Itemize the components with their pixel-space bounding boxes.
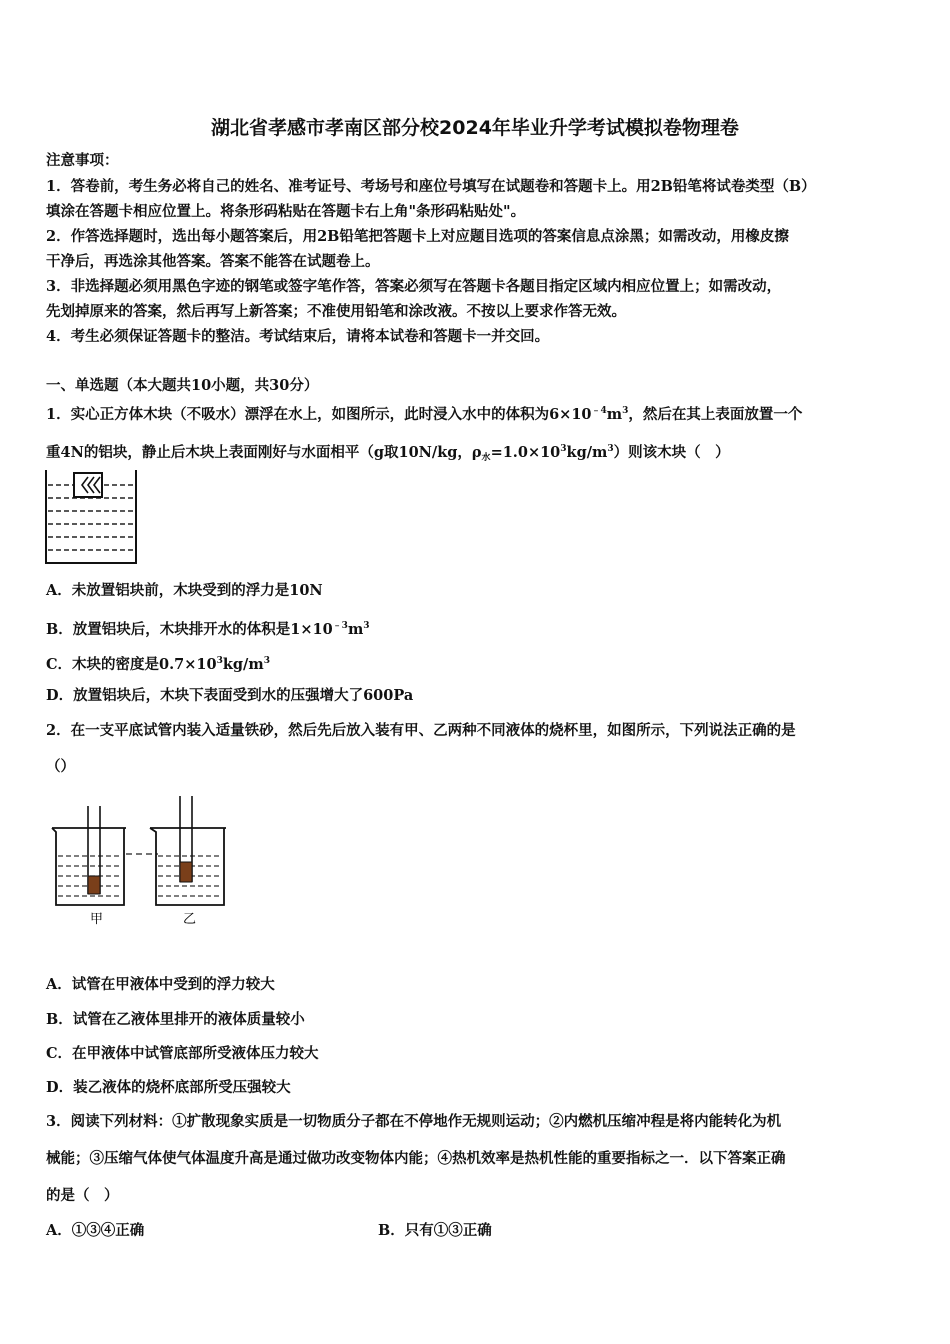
q3-stem-line1: 3．阅读下列材料：①扩散现象实质是一切物质分子都在不停地作无规则运动；②内燃机压缩冲程是将内能转化为机 bbox=[46, 1113, 782, 1130]
q3-option-a: A．①③④正确 bbox=[46, 1222, 145, 1239]
q3-stem-line3: 的是（ ） bbox=[46, 1187, 119, 1204]
test-tube-jia bbox=[88, 806, 100, 894]
wood-block bbox=[74, 473, 102, 497]
q1-stem-line1: 1．实心正方体木块（不吸水）漂浮在水上，如图所示，此时浸入水中的体积为$6\times 10^{﹣4}m^3$，然后在其上表面放置一个 bbox=[46, 406, 803, 423]
notice-line: 干净后，再选涂其他答案。答案不能答在试题卷上。 bbox=[46, 253, 380, 270]
q3-stem-line2: 械能；③压缩气体使气体温度升高是通过做功改变物体内能；④热机效率是热机性能的重要指标之一．以下答案正确 bbox=[46, 1150, 786, 1167]
q2-stem-line1: 2．在一支平底试管内装入适量铁砂，然后先后放入装有甲、乙两种不同液体的烧杯里，如图所示，下列说法正确的是 bbox=[46, 722, 796, 739]
q2-stem-line2: （） bbox=[46, 758, 75, 775]
q1-option-d: D．放置铝块后，木块下表面受到水的压强增大了600Pa bbox=[46, 687, 414, 704]
q2-option-b: B．试管在乙液体里排开的液体质量较小 bbox=[46, 1011, 305, 1028]
notice-line: 填涂在答题卡相应位置上。将条形码粘贴在答题卡右上角"条形码粘贴处"。 bbox=[46, 203, 526, 220]
notice-line: 1．答卷前，考生务必将自己的姓名、准考证号、考场号和座位号填写在试题卷和答题卡上。用2B铅笔将试卷类型（B） bbox=[46, 178, 816, 195]
page-title: 湖北省孝感市孝南区部分校2024年毕业升学考试模拟卷物理卷 bbox=[211, 117, 739, 139]
notice-line: 4．考生必须保证答题卡的整洁。考试结束后，请将本试卷和答题卡一并交回。 bbox=[46, 328, 550, 345]
q1-option-a: A．未放置铝块前，木块受到的浮力是10N bbox=[46, 582, 323, 599]
q2-figure bbox=[46, 792, 236, 930]
notice-line: 先划掉原来的答案，然后再写上新答案；不准使用铅笔和涂改液。不按以上要求作答无效。 bbox=[46, 303, 626, 320]
label-yi: 乙 bbox=[183, 912, 197, 927]
q1-option-b: B．放置铝块后，木块排开水的体积是$1\times 10^{﹣3}m^3$ bbox=[46, 621, 370, 638]
test-tube-yi bbox=[180, 796, 192, 882]
q3-option-b: B．只有①③正确 bbox=[378, 1222, 492, 1239]
notice-line: 2．作答选择题时，选出每小题答案后，用2B铅笔把答题卡上对应题目选项的答案信息点涂黑；如需改动，用橡皮擦 bbox=[46, 228, 789, 245]
q1-option-c: C．木块的密度是$0.7\times 10^3kg/m^3$ bbox=[46, 656, 270, 673]
notice-line: 3．非选择题必须用黑色字迹的钢笔或签字笔作答，答案必须写在答题卡各题目指定区域内相应位置上；如需改动， bbox=[46, 278, 782, 295]
label-jia: 甲 bbox=[90, 912, 104, 927]
q2-option-c: C．在甲液体中试管底部所受液体压力较大 bbox=[46, 1045, 319, 1062]
notice-heading: 注意事项： bbox=[46, 152, 119, 169]
section-heading: 一、单选题（本大题共10小题，共30分） bbox=[46, 377, 319, 394]
q2-option-d: D．装乙液体的烧杯底部所受压强较大 bbox=[46, 1079, 291, 1096]
q1-stem-line2: 重4N的铝块，静止后木块上表面刚好与水面相平（g取10N/kg，$\rho_水=1.0\times 10^3kg/m^3$）则该木块（ ） bbox=[46, 444, 730, 463]
q2-option-a: A．试管在甲液体中受到的浮力较大 bbox=[46, 976, 275, 993]
q1-figure bbox=[44, 468, 140, 566]
